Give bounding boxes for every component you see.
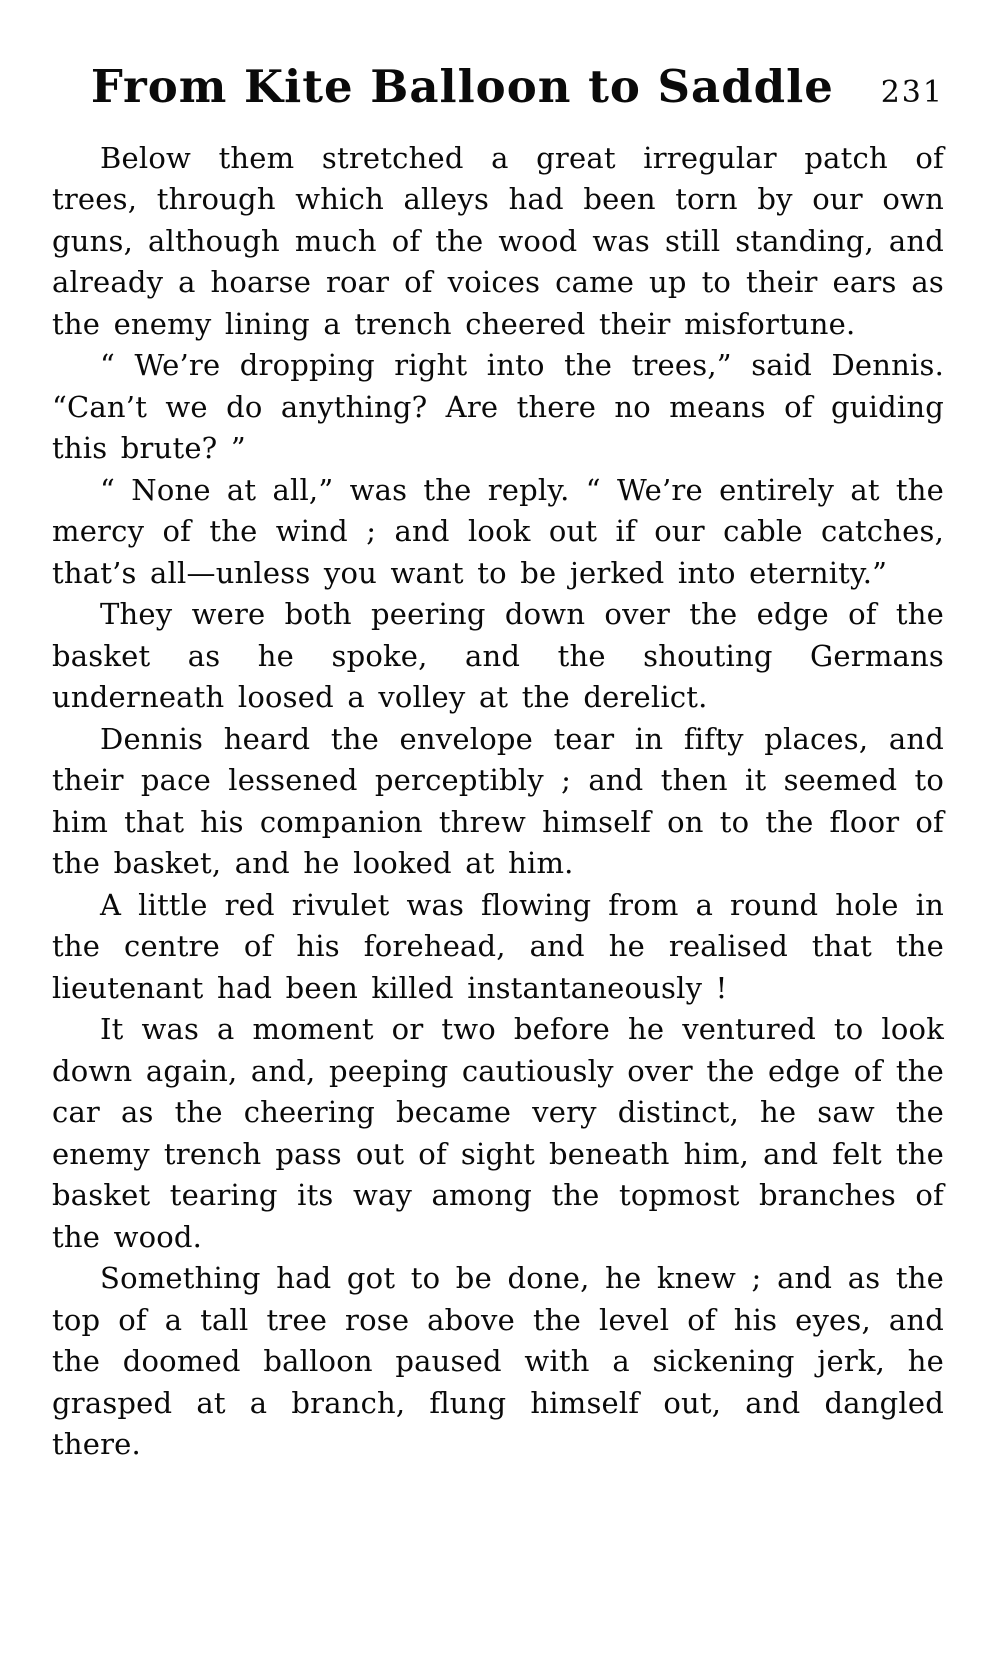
paragraph: Something had got to be done, he knew ; and as the top of a tall tree rose above the level of his eyes, and the doomed balloon paused with a sickening jerk, he grasped at a branch, flung himself out, and dangled there.	[52, 1261, 944, 1461]
paragraph: “ We’re dropping right into the trees,” said Dennis. “Can’t we do anything? Are there no means of guiding this brute? ”	[52, 348, 944, 465]
paragraph: “ None at all,” was the reply. “ We’re entirely at the mercy of the wind ; and look out if our cable catches, that’s all—unless you want to be jerked into eternity.”	[52, 472, 944, 590]
page-number: 231	[880, 75, 944, 110]
paragraph: Below them stretched a great irregular patch of trees, through which alleys had been torn by our own guns, although much of the wood was still standing, and already a hoarse roar of voices came up to their ears as the enemy lining a trench cheered their misfortune.	[52, 140, 944, 341]
chapter-title: From Kite Balloon to Saddle	[90, 60, 834, 113]
paragraph: Dennis heard the envelope tear in fifty places, and their pace lessened perceptibly ; and then it seemed to him that his companion threw himself on to the floor of the basket, and he looked at him.	[52, 721, 944, 880]
paragraph: They were both peering down over the edge of the basket as he spoke, and the shouting Germans underneath loosed a volley at the derelict.	[52, 597, 944, 714]
paragraph: It was a moment or two before he ventured to look down again, and, peeping cautiously over the edge of the car as the cheering became very distinct, he saw the enemy trench pass out of sight beneath him, and felt the basket tearing its way among the topmost branches of the wood.	[52, 1012, 944, 1254]
page-header	[52, 62, 944, 112]
paragraph: A little red rivulet was flowing from a round hole in the centre of his forehead, and he realised that the lieutenant had been killed instantaneously !	[52, 887, 944, 1005]
body-text	[52, 138, 944, 1466]
